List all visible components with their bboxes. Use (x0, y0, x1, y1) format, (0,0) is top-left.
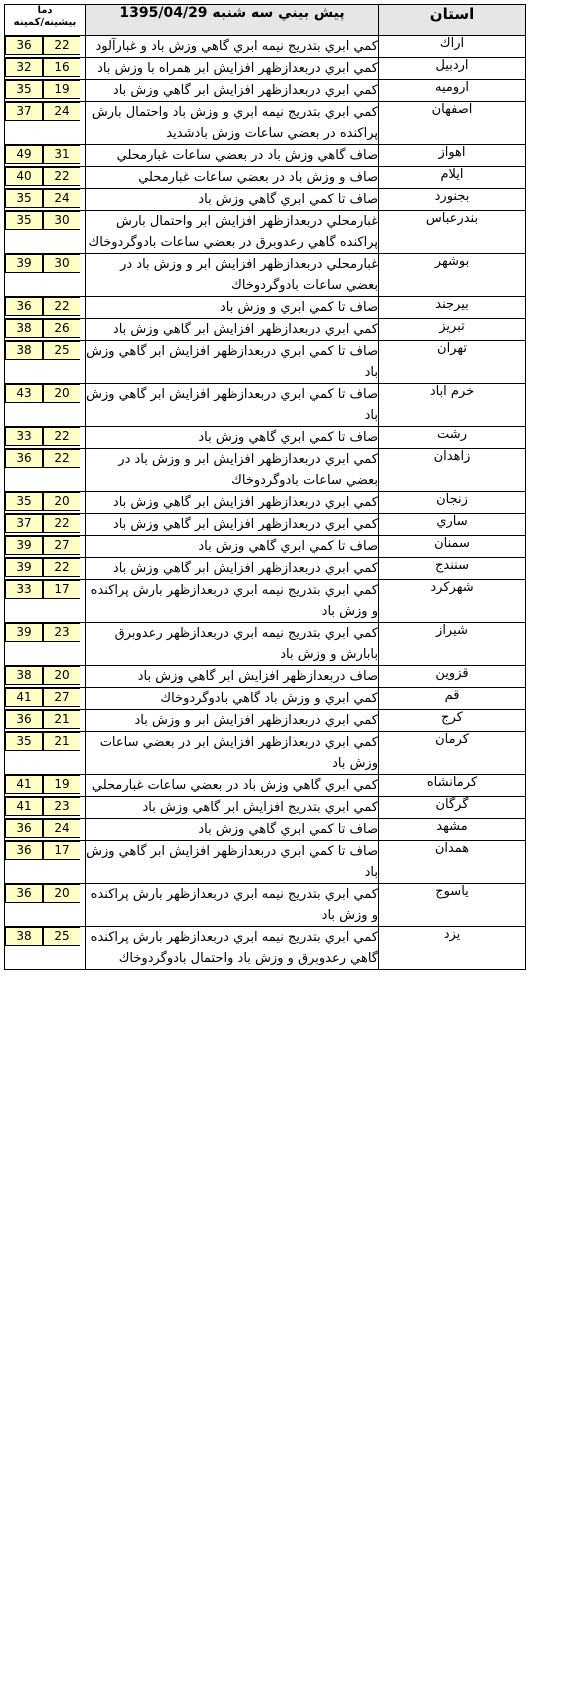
max-temperature: 38 (5, 666, 43, 685)
min-temperature: 19 (43, 80, 80, 99)
table-row (5, 319, 526, 341)
city-name: زنجان (379, 492, 526, 514)
temperature-pair (5, 514, 85, 533)
header-row (5, 5, 526, 36)
max-temperature: 37 (5, 514, 43, 533)
max-temperature: 39 (5, 558, 43, 577)
table-row (5, 58, 526, 80)
forecast-description: صاف تا كمي ابري دربعدازظهر افزايش ابر گاهي وزش باد (86, 841, 379, 884)
table-row (5, 254, 526, 297)
city-column-header: استان (379, 5, 526, 36)
temperature-cell (5, 536, 86, 558)
min-temperature: 19 (43, 775, 80, 794)
table-row (5, 384, 526, 427)
temperature-pair (5, 102, 85, 121)
table-row (5, 732, 526, 775)
temperature-pair (5, 36, 85, 55)
temperature-pair (5, 688, 85, 707)
min-temperature: 22 (43, 514, 80, 533)
city-name: يزد (379, 927, 526, 970)
table-row (5, 514, 526, 536)
max-temperature: 39 (5, 623, 43, 642)
city-name: ساري (379, 514, 526, 536)
max-temperature: 35 (5, 211, 43, 230)
city-name: بندرعباس (379, 211, 526, 254)
temperature-cell (5, 710, 86, 732)
city-name: اصفهان (379, 102, 526, 145)
forecast-description: كمي ابري بتدريج افزايش ابر گاهي وزش باد (86, 797, 379, 819)
min-temperature: 23 (43, 797, 80, 816)
min-temperature: 30 (43, 211, 80, 230)
city-name: ايلام (379, 167, 526, 189)
table-row (5, 558, 526, 580)
city-name: تبريز (379, 319, 526, 341)
temperature-cell (5, 341, 86, 384)
temperature-cell (5, 145, 86, 167)
temperature-cell (5, 558, 86, 580)
table-row (5, 102, 526, 145)
temperature-cell (5, 36, 86, 58)
min-temperature: 20 (43, 666, 80, 685)
table-row (5, 36, 526, 58)
forecast-table (4, 4, 526, 970)
table-row (5, 211, 526, 254)
temperature-pair (5, 580, 85, 599)
min-temperature: 20 (43, 884, 80, 903)
temperature-pair (5, 254, 85, 273)
temperature-cell (5, 80, 86, 102)
max-temperature: 35 (5, 732, 43, 751)
temperature-pair (5, 80, 85, 99)
max-temperature: 36 (5, 710, 43, 729)
forecast-description: كمي ابري دربعدازظهر افزايش ابر گاهي وزش باد (86, 558, 379, 580)
forecast-rows (5, 36, 526, 970)
max-temperature: 38 (5, 319, 43, 338)
temperature-cell (5, 427, 86, 449)
min-temperature: 30 (43, 254, 80, 273)
table-row (5, 189, 526, 211)
city-name: همدان (379, 841, 526, 884)
temperature-cell (5, 819, 86, 841)
temperature-pair (5, 449, 85, 468)
temperature-pair (5, 732, 85, 751)
city-name: بيرجند (379, 297, 526, 319)
table-row (5, 927, 526, 970)
temperature-pair (5, 623, 85, 642)
min-temperature: 23 (43, 623, 80, 642)
temperature-cell (5, 580, 86, 623)
min-temperature: 24 (43, 102, 80, 121)
table-row (5, 884, 526, 927)
temperature-cell (5, 297, 86, 319)
table-row (5, 775, 526, 797)
forecast-description: كمي ابري دربعدازظهر افزايش ابر و وزش باد در بعضي ساعات بادوگردوخاك (86, 449, 379, 492)
min-temperature: 17 (43, 841, 80, 860)
max-temperature: 36 (5, 297, 43, 316)
forecast-description: صاف و وزش باد در بعضي ساعات غبارمحلي (86, 167, 379, 189)
max-temperature: 36 (5, 884, 43, 903)
forecast-description: كمي ابري دربعدازظهر افزايش ابر در بعضي ساعات وزش باد (86, 732, 379, 775)
city-name: كرج (379, 710, 526, 732)
forecast-description: كمي ابري دربعدازظهر افزايش ابر گاهي وزش باد (86, 80, 379, 102)
temperature-cell (5, 688, 86, 710)
max-temperature: 35 (5, 189, 43, 208)
temperature-pair (5, 797, 85, 816)
temperature-cell (5, 775, 86, 797)
max-temperature: 40 (5, 167, 43, 186)
temperature-pair (5, 710, 85, 729)
min-temperature: 21 (43, 710, 80, 729)
city-name: اروميه (379, 80, 526, 102)
min-temperature: 22 (43, 427, 80, 446)
temperature-cell (5, 927, 86, 970)
forecast-description: صاف تا كمي ابري دربعدازظهر افزايش ابر گاهي وزش باد (86, 384, 379, 427)
forecast-description: صاف تا كمي ابري گاهي وزش باد (86, 427, 379, 449)
forecast-description: صاف گاهي وزش باد در بعضي ساعات غبارمحلي (86, 145, 379, 167)
city-name: بوشهر (379, 254, 526, 297)
min-temperature: 27 (43, 536, 80, 555)
table-row (5, 341, 526, 384)
table-row (5, 492, 526, 514)
temperature-pair (5, 341, 85, 360)
temperature-pair (5, 297, 85, 316)
max-temperature: 38 (5, 927, 43, 946)
min-temperature: 22 (43, 297, 80, 316)
max-temperature: 35 (5, 492, 43, 511)
temperature-pair (5, 775, 85, 794)
table-row (5, 580, 526, 623)
city-name: تهران (379, 341, 526, 384)
city-name: ياسوج (379, 884, 526, 927)
table-row (5, 710, 526, 732)
table-row (5, 841, 526, 884)
forecast-description: كمي ابري دربعدازظهر افزايش ابر همراه با وزش باد (86, 58, 379, 80)
min-temperature: 22 (43, 167, 80, 186)
forecast-description: صاف تا كمي ابري گاهي وزش باد (86, 536, 379, 558)
temperature-pair (5, 558, 85, 577)
min-temperature: 22 (43, 558, 80, 577)
min-temperature: 16 (43, 58, 80, 77)
max-temperature: 33 (5, 580, 43, 599)
min-temperature: 20 (43, 492, 80, 511)
forecast-description: كمي ابري دربعدازظهر افزايش ابر و وزش باد (86, 710, 379, 732)
min-temperature: 17 (43, 580, 80, 599)
table-row (5, 449, 526, 492)
max-temperature: 35 (5, 80, 43, 99)
max-temperature: 41 (5, 688, 43, 707)
temperature-pair (5, 427, 85, 446)
min-temperature: 22 (43, 449, 80, 468)
temperature-pair (5, 819, 85, 838)
temperature-cell (5, 384, 86, 427)
city-name: قم (379, 688, 526, 710)
city-name: اراك (379, 36, 526, 58)
max-temperature: 41 (5, 775, 43, 794)
temperature-pair (5, 58, 85, 77)
city-name: بجنورد (379, 189, 526, 211)
forecast-description: كمي ابري بتدريج نيمه ابري دربعدازظهر رعدوبرق بابارش و وزش باد (86, 623, 379, 666)
table-row (5, 819, 526, 841)
city-name: قزوين (379, 666, 526, 688)
temperature-pair (5, 666, 85, 685)
table-row (5, 666, 526, 688)
max-temperature: 39 (5, 536, 43, 555)
min-temperature: 21 (43, 732, 80, 751)
temperature-cell (5, 666, 86, 688)
forecast-description: صاف تا كمي ابري و وزش باد (86, 297, 379, 319)
table-row (5, 797, 526, 819)
table-row (5, 297, 526, 319)
min-temperature: 31 (43, 145, 80, 164)
max-temperature: 33 (5, 427, 43, 446)
min-temperature: 24 (43, 189, 80, 208)
temperature-pair (5, 384, 85, 403)
min-temperature: 26 (43, 319, 80, 338)
table-row (5, 536, 526, 558)
city-name: اردبيل (379, 58, 526, 80)
city-name: كرمان (379, 732, 526, 775)
temperature-cell (5, 797, 86, 819)
temperature-cell (5, 319, 86, 341)
city-name: گرگان (379, 797, 526, 819)
temperature-cell (5, 449, 86, 492)
temperature-pair (5, 841, 85, 860)
city-name: شيراز (379, 623, 526, 666)
temperature-cell (5, 514, 86, 536)
forecast-description: كمي ابري دربعدازظهر افزايش ابر گاهي وزش باد (86, 492, 379, 514)
forecast-description: كمي ابري دربعدازظهر افزايش ابر گاهي وزش باد (86, 514, 379, 536)
temperature-pair (5, 927, 85, 946)
table-row (5, 623, 526, 666)
city-name: اهواز (379, 145, 526, 167)
forecast-description: غبارمحلي دربعدازظهر افزايش ابر و وزش باد در بعضي ساعات بادوگردوخاك (86, 254, 379, 297)
max-temperature: 36 (5, 449, 43, 468)
forecast-description: صاف تا كمي ابري گاهي وزش باد (86, 189, 379, 211)
table-row (5, 145, 526, 167)
forecast-description: كمي ابري گاهي وزش باد در بعضي ساعات غبارمحلي (86, 775, 379, 797)
temperature-cell (5, 189, 86, 211)
temperature-pair (5, 145, 85, 164)
city-name: زاهدان (379, 449, 526, 492)
city-name: سمنان (379, 536, 526, 558)
temperature-cell (5, 884, 86, 927)
temperature-cell (5, 211, 86, 254)
max-temperature: 49 (5, 145, 43, 164)
temperature-label: دما (37, 5, 53, 16)
max-temperature: 36 (5, 819, 43, 838)
forecast-description: كمي ابري بتدريج نيمه ابري گاهي وزش باد و غبارآلود (86, 36, 379, 58)
temperature-pair (5, 536, 85, 555)
city-name: سنندج (379, 558, 526, 580)
city-name: رشت (379, 427, 526, 449)
table-row (5, 167, 526, 189)
forecast-description: كمي ابري بتدريج نيمه ابري دربعدازظهر بارش پراكنده و وزش باد (86, 884, 379, 927)
temperature-cell (5, 58, 86, 80)
max-temperature: 36 (5, 36, 43, 55)
temperature-pair (5, 167, 85, 186)
max-temperature: 39 (5, 254, 43, 273)
max-temperature: 37 (5, 102, 43, 121)
city-name: شهركرد (379, 580, 526, 623)
forecast-description: غبارمحلي دربعدازظهر افزايش ابر واحتمال بارش پراكنده گاهي رعدوبرق در بعضي ساعات بادوگردوخاك (86, 211, 379, 254)
min-temperature: 25 (43, 927, 80, 946)
max-temperature: 43 (5, 384, 43, 403)
forecast-description: صاف تا كمي ابري گاهي وزش باد (86, 819, 379, 841)
temperature-column-header (5, 5, 86, 36)
temperature-pair (5, 884, 85, 903)
forecast-description: كمي ابري دربعدازظهر افزايش ابر گاهي وزش باد (86, 319, 379, 341)
min-temperature: 27 (43, 688, 80, 707)
temperature-cell (5, 102, 86, 145)
min-temperature: 25 (43, 341, 80, 360)
temperature-pair (5, 211, 85, 230)
temperature-cell (5, 841, 86, 884)
temperature-pair (5, 492, 85, 511)
min-temperature: 24 (43, 819, 80, 838)
min-temperature: 22 (43, 36, 80, 55)
max-min-label: بيشينه/كمينه (13, 17, 77, 28)
max-temperature: 32 (5, 58, 43, 77)
forecast-description: كمي ابري بتدريج نيمه ابري و وزش باد واحتمال بارش پراكنده در بعضي ساعات وزش بادشديد (86, 102, 379, 145)
forecast-description: كمي ابري بتدريج نيمه ابري دربعدازظهر بارش پراكنده گاهي رعدوبرق و وزش باد واحتمال بادوگردوخاك (86, 927, 379, 970)
table-row (5, 688, 526, 710)
temperature-cell (5, 254, 86, 297)
city-name: كرمانشاه (379, 775, 526, 797)
city-name: خرم اباد (379, 384, 526, 427)
forecast-description: كمي ابري بتدريج نيمه ابري دربعدازظهر بارش پراكنده و وزش باد (86, 580, 379, 623)
table-row (5, 80, 526, 102)
max-temperature: 38 (5, 341, 43, 360)
forecast-description: صاف تا كمي ابري دربعدازظهر افزايش ابر گاهي وزش باد (86, 341, 379, 384)
forecast-title: پيش بيني سه شنبه 1395/04/29 (86, 5, 379, 36)
temperature-cell (5, 732, 86, 775)
city-name: مشهد (379, 819, 526, 841)
temperature-cell (5, 623, 86, 666)
max-temperature: 41 (5, 797, 43, 816)
temperature-pair (5, 319, 85, 338)
temperature-pair (5, 189, 85, 208)
forecast-description: كمي ابري و وزش باد گاهي بادوگردوخاك (86, 688, 379, 710)
temperature-cell (5, 167, 86, 189)
table-row (5, 427, 526, 449)
min-temperature: 20 (43, 384, 80, 403)
max-temperature: 36 (5, 841, 43, 860)
forecast-description: صاف دربعدازظهر افزايش ابر گاهي وزش باد (86, 666, 379, 688)
temperature-cell (5, 492, 86, 514)
